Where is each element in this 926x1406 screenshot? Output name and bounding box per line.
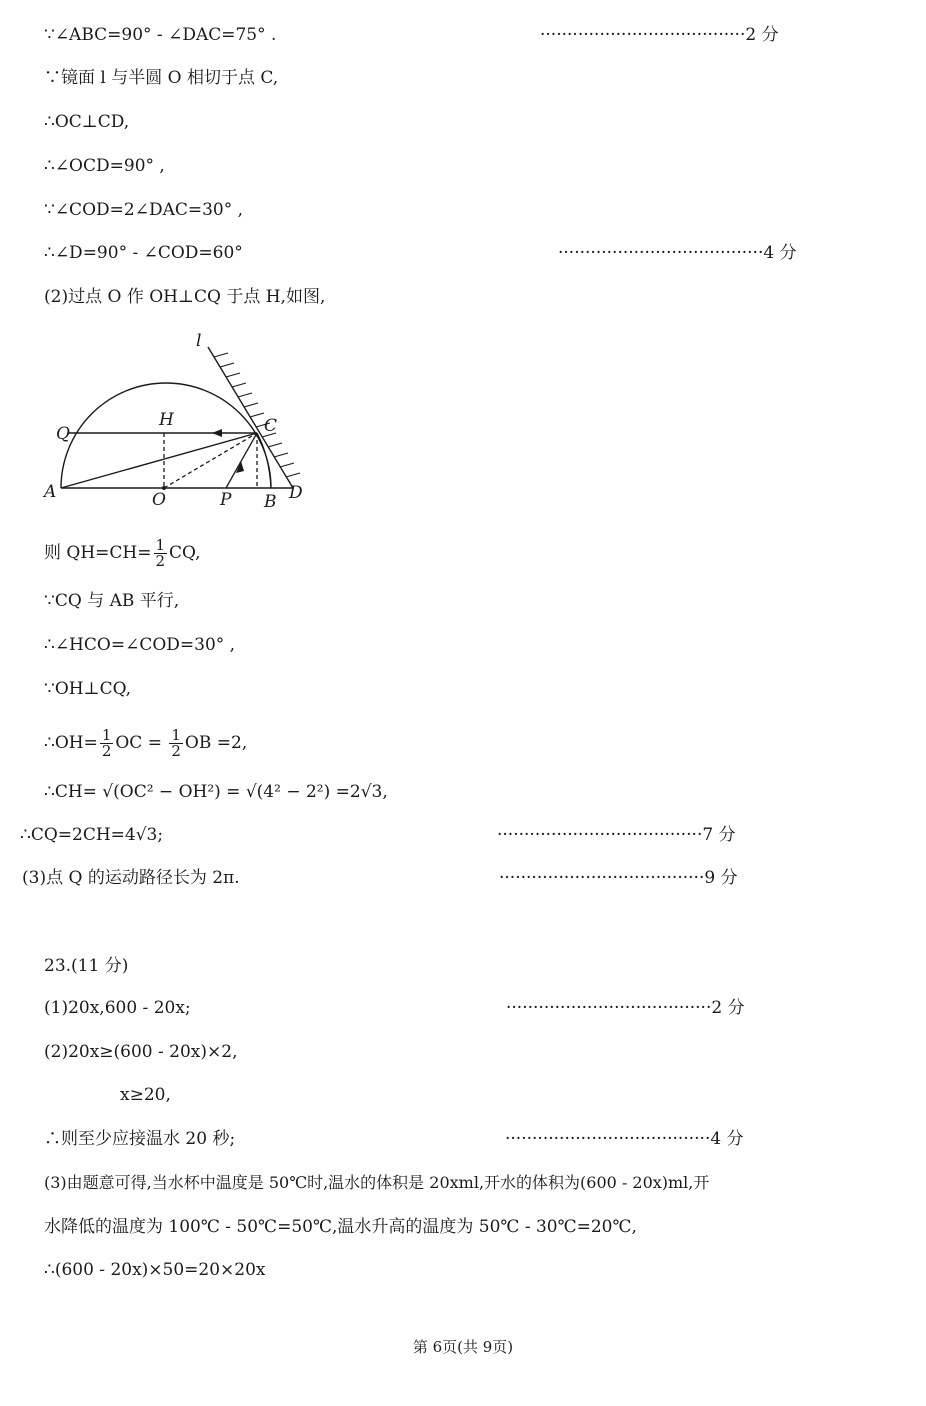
then-suffix: CQ, bbox=[169, 543, 201, 563]
label-o: O bbox=[152, 490, 166, 510]
score-9: ······································9 分 bbox=[499, 868, 738, 888]
line-pc bbox=[226, 433, 257, 488]
score-2: ······································2 分 bbox=[540, 25, 779, 45]
line-ch-value: ∴CH= √(OC² − OH²) = √(4² − 2²) =2√3, bbox=[44, 782, 388, 802]
line-part2-intro: (2)过点 O 作 OH⊥CQ 于点 H,如图, bbox=[44, 287, 326, 307]
mirror-hatching bbox=[214, 353, 300, 477]
line-mirror-tangent: ∵镜面 l 与半圆 O 相切于点 C, bbox=[44, 68, 279, 88]
fraction-half: $\frac{1}{2}$ bbox=[155, 536, 166, 570]
line-oc bbox=[164, 433, 257, 488]
ob-eq: OB =2, bbox=[184, 733, 248, 753]
line-oc-perp-cd: ∴OC⊥CD, bbox=[44, 112, 130, 132]
q23-title: 23.(11 分) bbox=[44, 956, 129, 976]
q23-score-4: ······································4 分 bbox=[505, 1129, 744, 1149]
arc-cb bbox=[257, 433, 271, 488]
label-h: H bbox=[159, 410, 174, 430]
q23-score-2: ······································2 分 bbox=[506, 998, 745, 1018]
arrow-qc bbox=[212, 429, 222, 437]
line-angle-cod: ∵∠COD=2∠DAC=30° , bbox=[44, 200, 244, 220]
score-7: ······································7 分 bbox=[497, 825, 736, 845]
line-ac bbox=[61, 433, 257, 488]
q23-answer-2b: x≥20, bbox=[120, 1085, 171, 1105]
oh-eq: ∴OH= bbox=[44, 733, 98, 753]
line-angle-hco: ∴∠HCO=∠COD=30° , bbox=[44, 635, 236, 655]
geometry-figure bbox=[36, 325, 326, 515]
q23-answer-3-line1: (3)由题意可得,当水杯中温度是 50℃时,温水的体积是 20xml,开水的体积为(600 - 20x)ml,开 bbox=[44, 1173, 710, 1192]
line-qh-ch bbox=[44, 538, 201, 569]
fraction-half-oc: $\frac{1}{2}$ bbox=[101, 726, 112, 760]
line-oh-value bbox=[44, 728, 247, 759]
line-angle-abc: ∵∠ABC=90° - ∠DAC=75° . bbox=[44, 25, 277, 45]
label-p: P bbox=[220, 490, 232, 510]
q23-answer-2: (2)20x≥(600 - 20x)×2, bbox=[44, 1042, 238, 1062]
line-angle-d: ∴∠D=90° - ∠COD=60° bbox=[44, 243, 243, 263]
q23-answer-2c: ∴则至少应接温水 20 秒; bbox=[44, 1129, 236, 1149]
score-4: ······································4 分 bbox=[558, 243, 797, 263]
line-cq-value: ∴CQ=2CH=4√3; bbox=[20, 825, 164, 845]
page-footer: 第 6页(共 9页) bbox=[412, 1338, 514, 1356]
q23-answer-3-line2: 水降低的温度为 100℃ - 50℃=50℃,温水升高的温度为 50℃ - 30℃=20℃, bbox=[44, 1217, 637, 1237]
label-b: B bbox=[264, 492, 277, 512]
oc-eq: OC = bbox=[115, 733, 162, 753]
label-a: A bbox=[44, 482, 57, 502]
label-d: D bbox=[289, 483, 303, 503]
line-part3: (3)点 Q 的运动路径长为 2π. bbox=[22, 868, 240, 888]
label-q: Q bbox=[56, 424, 70, 444]
label-l: l bbox=[196, 331, 202, 351]
q23-answer-3-line3: ∴(600 - 20x)×50=20×20x bbox=[44, 1260, 266, 1280]
line-oh-perp-cq: ∵OH⊥CQ, bbox=[44, 679, 132, 699]
q23-answer-1: (1)20x,600 - 20x; bbox=[44, 998, 191, 1018]
label-c: C bbox=[264, 416, 278, 436]
line-angle-ocd: ∴∠OCD=90° , bbox=[44, 156, 165, 176]
line-cq-parallel: ∵CQ 与 AB 平行, bbox=[44, 591, 180, 611]
fraction-half-ob: $\frac{1}{2}$ bbox=[171, 726, 181, 760]
then-prefix: 则 QH=CH= bbox=[44, 543, 152, 563]
